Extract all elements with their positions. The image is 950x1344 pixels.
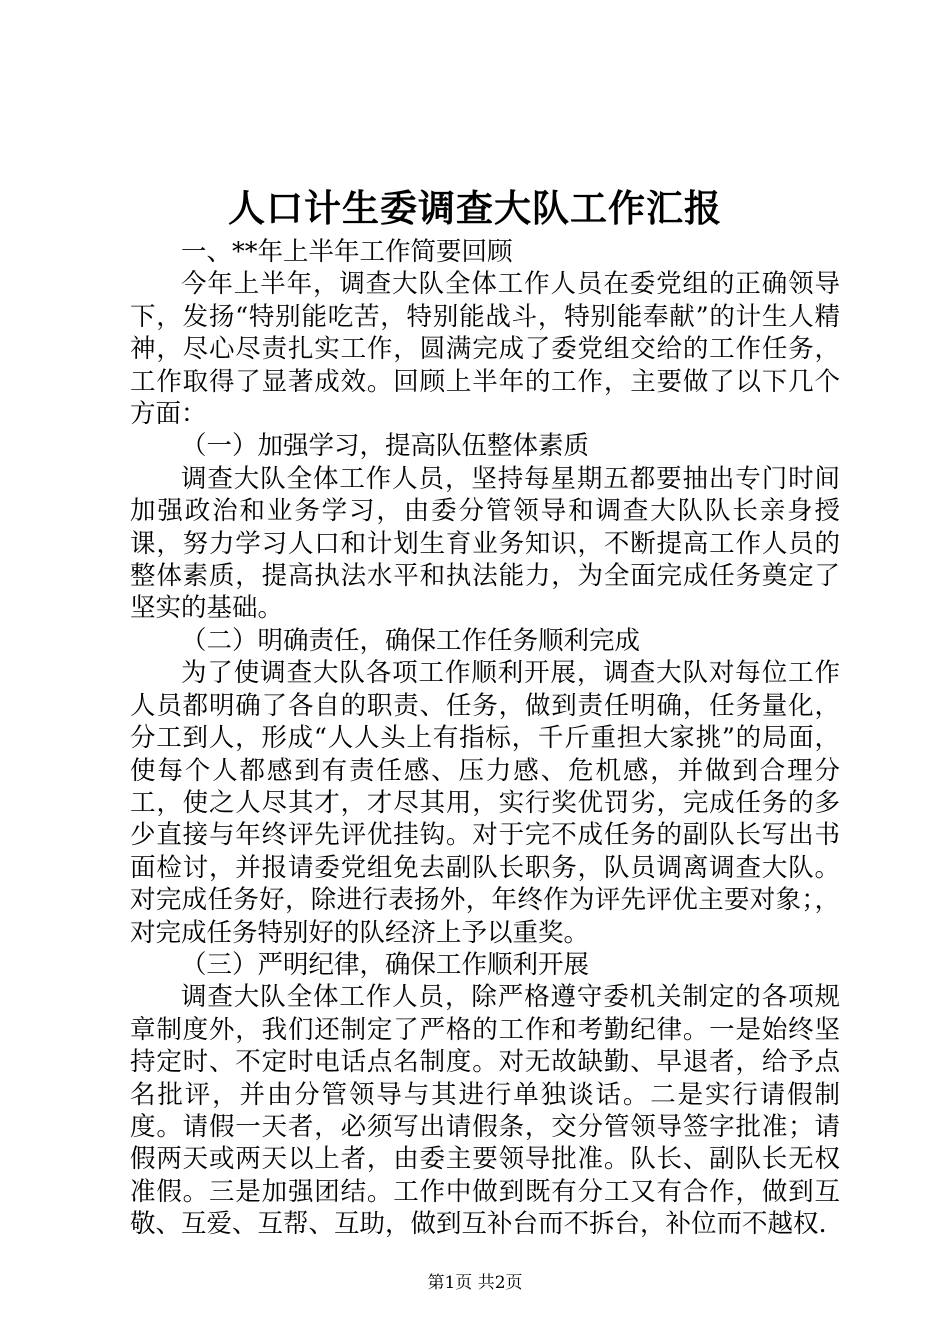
- body-paragraph: 调查大队全体工作人员，除严格遵守委机关制定的各项规章制度外，我们还制定了严格的工作和考勤纪律。一是始终坚持定时、不定时电话点名制度。对无故缺勤、早退者，给予点名批评，并由分管领导与其进行单独谈话。二是实行请假制度。请假一天者，必须写出请假条，交分管领导签字批准；请假两天或两天以上者，由委主要领导批准。队长、副队长无权准假。三是加强团结。工作中做到既有分工又有合作，做到互敬、互爱、互帮、互助，做到互补台而不拆台，补位而不越权.: [130, 982, 840, 1240]
- section-heading: 一、**年上半年工作简要回顾: [181, 237, 513, 267]
- document-body: [130, 236, 840, 1241]
- body-paragraph: 调查大队全体工作人员，坚持每星期五都要抽出专门时间加强政治和业务学习，由委分管领导和调查大队队长亲身授课，努力学习人口和计划生育业务知识，不断提高工作人员的整体素质，提高执法水平和执法能力，为全面完成任务奠定了坚实的基础。: [130, 463, 840, 624]
- page-number-footer: 第1页 共2页: [427, 1273, 523, 1293]
- subsection-heading: （一）加强学习，提高队伍整体素质: [181, 431, 590, 462]
- subsection-heading: （三）严明纪律，确保工作顺利开展: [181, 949, 590, 980]
- subsection-heading: （二）明确责任，确保工作任务顺利完成: [181, 625, 641, 656]
- body-paragraph: 为了使调查大队各项工作顺利开展，调查大队对每位工作人员都明确了各自的职责、任务，做到责任明确，任务量化，分工到人，形成“人人头上有指标，千斤重担大家挑”的局面，使每个人都感到有责任感、压力感、危机感，并做到合理分工，使之人尽其才，才尽其用，实行奖优罚劣，完成任务的多少直接与年终评先评优挂钩。对于完不成任务的副队长写出书面检讨，并报请委党组免去副队长职务，队员调离调查大队。对完成任务好，除进行表扬外，年终作为评先评优主要对象；，对完成任务特别好的队经济上予以重奖。: [130, 658, 840, 948]
- body-paragraph: 今年上半年，调查大队全体工作人员在委党组的正确领导下，发扬“特别能吃苦，特别能战斗，特别能奉献”的计生人精神，尽心尽责扎实工作，圆满完成了委党组交给的工作任务，工作取得了显著成效。回顾上半年的工作，主要做了以下几个方面：: [130, 269, 840, 430]
- document-title: 人口计生委调查大队工作汇报: [228, 186, 722, 230]
